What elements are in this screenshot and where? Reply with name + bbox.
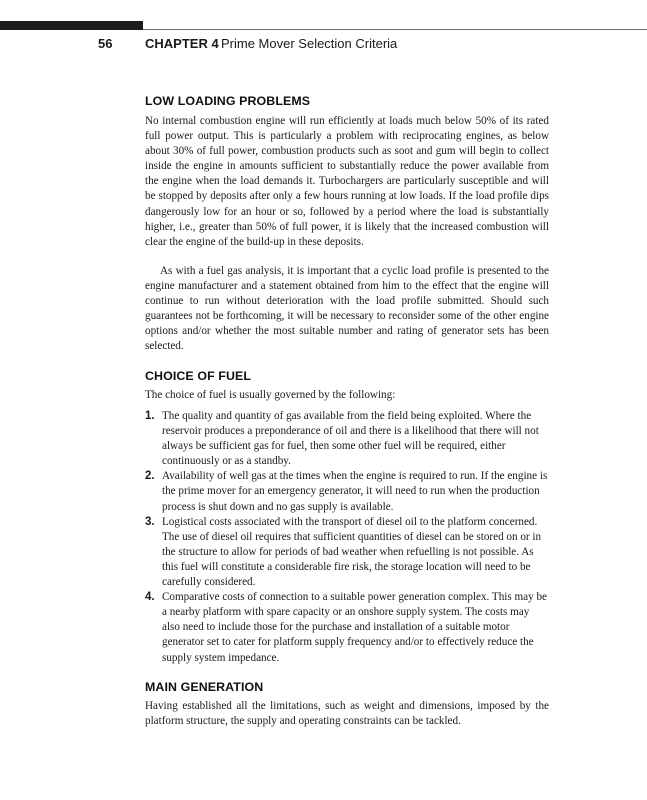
header-rule: [143, 29, 647, 30]
running-header: [0, 36, 647, 54]
chapter-label: CHAPTER 4: [145, 36, 219, 51]
heading-low-loading: LOW LOADING PROBLEMS: [145, 94, 311, 108]
paragraph-low-loading-2: As with a fuel gas analysis, it is important that a cyclic load profile is presented to the engine manufacturer and a statement obtained from him to the effect that the engine will continue to run without deterioration with the load profile submitted. Should such guarantees not be forthcoming, it will be necessary to reconsider some of the other engine options and/or whether the most suitable number and rating of generator sets has been selected.: [145, 265, 549, 353]
list-item: [145, 515, 549, 590]
header-bar: [0, 21, 143, 30]
list-item: [145, 469, 549, 514]
list-item: [145, 590, 549, 665]
heading-main-generation: MAIN GENERATION: [145, 680, 264, 694]
list-item-text: Logistical costs associated with the transport of diesel oil to the platform concerned. The use of diesel oil requires that sufficient quantities of diesel can be stored on or in the structure to allow for periods of bad weather when refuelling is not possible. As this fuel will constitute a considerable fire risk, the storage location will need to be carefully considered.: [162, 515, 542, 589]
fuel-criteria-list: [145, 409, 549, 666]
list-number: 2.: [145, 470, 155, 483]
list-number: 3.: [145, 515, 155, 528]
paragraph-fuel-intro: The choice of fuel is usually governed by the following:: [145, 389, 396, 401]
list-item-text: Comparative costs of connection to a suitable power generation complex. This may be a nearby platform with spare capacity or an onshore supply system. The costs may also need to include those for the purchase and installation of a suitable motor generator set to cater for platform supply frequency and/or to effectively reduce the supply system impedance.: [162, 591, 547, 664]
heading-choice-of-fuel: CHOICE OF FUEL: [145, 369, 252, 383]
paragraph-main-generation: Having established all the limitations, such as weight and dimensions, imposed by the platform structure, the supply and operating constraints can be tackled.: [145, 700, 549, 728]
list-number: 1.: [145, 410, 155, 422]
list-item-text: Availability of well gas at the times when the engine is required to run. If the engine is the prime mover for an emergency generator, it will need to run when the production process is shut down and no gas supply is available.: [162, 470, 548, 513]
paragraph-low-loading-1: No internal combustion engine will run efficiently at loads much below 50% of its rated full power output. This is particularly a problem with reciprocating engines, as below about 30% of full power, combustion products such as soot and gum will begin to collect inside the engine in amounts sufficient to substantially reduce the power available from the engine when the load demands it. Turbochargers are particularly susceptible and will be stopped by deposits after only a few hours running at low loads. If the load profile dips dangerously low for an hour or so, followed by a period where the load is substantially higher, i.e., greater than 50% of full power, it is likely that the increased combustion will clear the engine of the build-up in these deposits.: [145, 115, 549, 248]
list-item-text: The quality and quantity of gas available from the field being exploited. Where the reservoir produces a preponderance of oil and there is a likelihood that there will not always be sufficient gas for fuel, then some other fuel will be required, either continuously or as a standby.: [162, 410, 539, 468]
page-number: 56: [98, 36, 113, 51]
list-number: 4.: [145, 591, 155, 604]
list-item: [145, 409, 549, 469]
chapter-title: Prime Mover Selection Criteria: [221, 36, 398, 51]
